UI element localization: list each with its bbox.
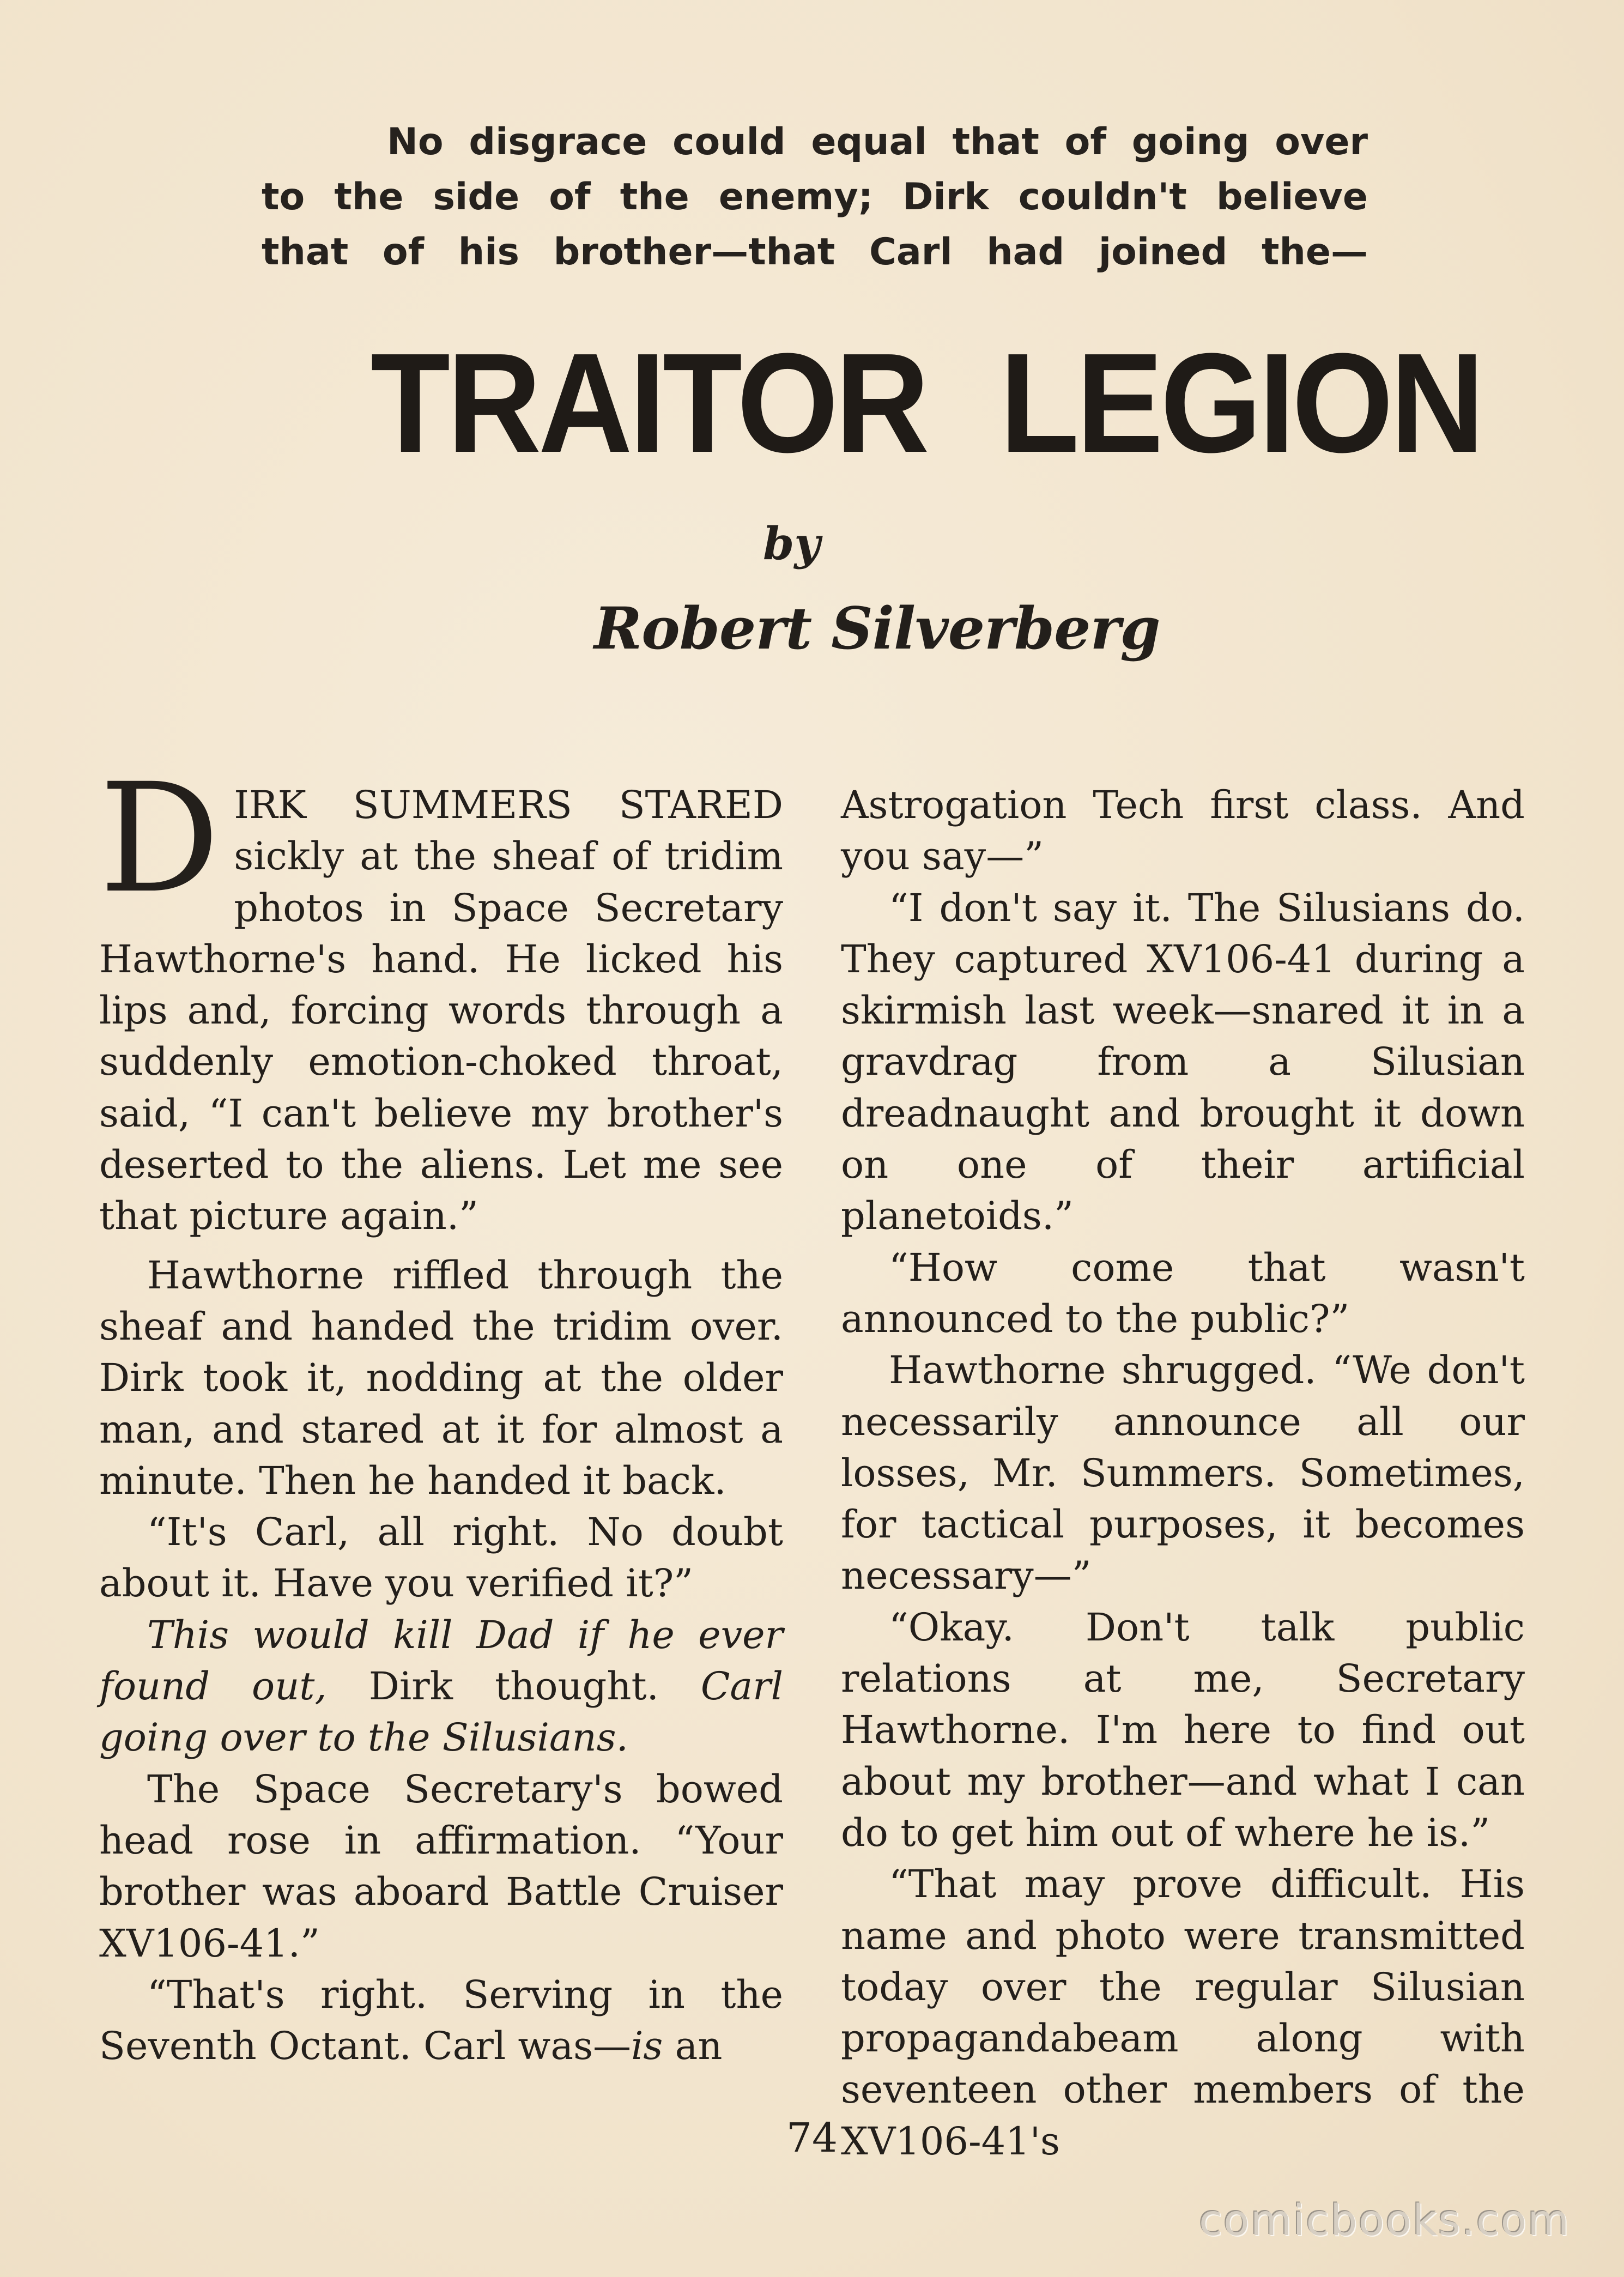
paragraph: “How come that wasn't announced to the public?” xyxy=(841,1245,1525,1341)
paragraph-text: an xyxy=(663,2024,723,2069)
paragraph: The Space Secretary's bowed head rose in affirmation. “Your brother was aboard Battle Cruiser XV106-41.” xyxy=(99,1766,783,1966)
byline: by xyxy=(763,518,820,570)
paragraph: Hawthorne shrugged. “We don't necessarily announce all our losses, Mr. Summers. Sometimes, for tactical purposes, it becomes necessary—” xyxy=(841,1348,1525,1598)
paragraph-text: “That's right. Serving in the Seventh Octant. Carl was— xyxy=(99,1972,783,2069)
paragraph xyxy=(99,752,783,1242)
paragraph: “That may prove difficult. His name and photo were transmitted today over the regular Silusian propagandabeam along with seventeen other members of the XV106-41's xyxy=(841,1862,1525,2164)
paragraph: “I don't say it. The Silusians do. They captured XV106-41 during a skirmish last week—snared it in a gravdrag from a Silusian dreadnaught and brought it down on one of their artificial planetoids.” xyxy=(841,885,1525,1239)
author-name: Robert Silverberg xyxy=(594,594,1160,662)
italic-thought: This would kill Dad if he ever found out, xyxy=(99,1612,783,1709)
text-column-right xyxy=(841,779,1525,2167)
blurb-line-1: No disgrace could equal that of going over xyxy=(387,120,1368,163)
drop-cap: D xyxy=(99,752,220,926)
watermark: comicbooks.com xyxy=(1199,2196,1571,2245)
text-column-left xyxy=(99,752,784,2072)
blurb-line-2: to the side of the enemy; Dirk couldn't believe xyxy=(262,175,1368,219)
page-number: 74 xyxy=(786,2115,838,2161)
paragraph-text: Dirk thought. xyxy=(326,1664,701,1709)
paragraph-text: IRK SUMMERS STARED sickly at the sheaf of tridim photos in Space Secretary Hawthorne's hand. He licked his lips and, forcing words through a suddenly emotion-choked throat, said, “I can't believe my brother's deserted to the aliens. Let me see that picture again.” xyxy=(99,783,783,1239)
paragraph: Astrogation Tech first class. And you say—” xyxy=(841,783,1525,879)
paragraph: Hawthorne riffled through the sheaf and handed the tridim over. Dirk took it, nodding at the older man, and stared at it for almost a minute. Then he handed it back. xyxy=(99,1252,783,1503)
story-blurb xyxy=(262,114,1368,280)
paragraph xyxy=(99,1609,783,1764)
paragraph xyxy=(99,1969,783,2072)
story-title: TRAITOR LEGION xyxy=(371,324,1482,482)
italic-thought: Carl going over to the Silusians. xyxy=(99,1664,784,1760)
paragraph: “It's Carl, all right. No doubt about it. Have you verified it?” xyxy=(99,1510,783,1606)
italic-word: is xyxy=(631,2024,663,2069)
paragraph: “Okay. Don't talk public relations at me, Secretary Hawthorne. I'm here to find out about my brother—and what I can do to get him out of where he is.” xyxy=(841,1604,1525,1855)
blurb-line-3: that of his brother—that Carl had joined the— xyxy=(262,231,1368,274)
